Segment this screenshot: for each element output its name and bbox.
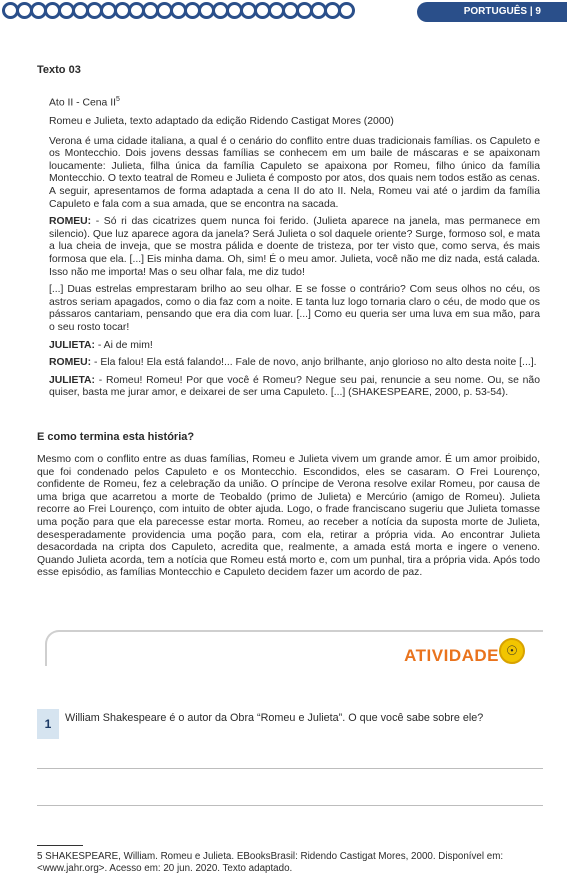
activity-banner bbox=[37, 626, 543, 674]
julieta-speech-2: JULIETA: - Romeu! Romeu! Por que você é Romeu? Negue seu pai, renuncie a seu nome. Ou, se não quiser, basta me jurar amor, e deixarei de ser uma Capuleto. [...] (SHAKESPEARE, 2000, p. 53-54). bbox=[49, 374, 540, 399]
answer-line[interactable] bbox=[37, 768, 543, 769]
romeu-speech-2: ROMEU: - Ela falou! Ela está falando!... Fale de novo, anjo brilhante, anjo glorioso no alto desta noite [...]. bbox=[49, 357, 537, 369]
act-heading: Ato II - Cena $II^5$ bbox=[49, 96, 120, 109]
question-1 bbox=[37, 709, 543, 739]
lightbulb-icon: ☉ bbox=[499, 638, 525, 664]
question-number-badge: 1 bbox=[37, 709, 59, 739]
romeu-speech-1-continued: [...] Duas estrelas emprestaram brilho ao seu olhar. E se fosse o contrário? Com seus olhos no céu, os astros seriam apagados, como o dia faz com a noite. E tanta luz logo tornaria claro o céu, de modo que os pássaros cantariam, pensando que era dia com luar. [...] Como eu queria ser uma luva em sua mão, para o seu rosto tocar! bbox=[49, 284, 540, 333]
play-excerpt bbox=[49, 94, 540, 400]
romeu-speech-1: ROMEU: - Só ri das cicatrizes quem nunca foi ferido. (Julieta aparece na janela, mas permanece em silencio). Que luz aparece agora da janela? Será Julieta o sol daquele oriente? Surge, formoso sol, e mata a lua cheia de inveja, que se mostra pálida e doente de tristeza, por ter visto que, como serva, és mais formosa que ela. [...] Eis minha dama. Oh, sim! É o meu amor. Julieta, você não me diz nada, está calada. Isso não me importa! Mas o seu olhar fala, me diz tudo! bbox=[49, 216, 540, 278]
page-header bbox=[0, 0, 567, 26]
footnote-ref: 5 bbox=[116, 96, 120, 103]
subject-page-tab: PORTUGUÊS | 9 bbox=[417, 2, 567, 22]
story-paragraph: Mesmo com o conflito entre as duas famílias, Romeu e Julieta vivem um grande amor. É um amor proibido, que foi condenado pelos Capuleto e os Montecchio. Escondidos, eles se casaram. O Frei Lourenço, confidente de Romeu, fez a celebração da união. O príncipe de Verona resolve exilar Romeu, por causa de uma briga que acarretou a morte de Teobaldo (primo de Julieta) e Mercúrio (amigo de Romeu). Julieta recorre ao Frei Lourenço, com intuito de obter ajuda. Logo, o frade franciscano sugeriu que Julieta tomasse uma poção para que ela parecesse estar morta. Romeu, ao receber a notícia da suposta morte de Julieta, desesperadamente providencia uma poção para, com ela, retirar a própria vida. Ao encontrar Julieta desacordada na cripta dos Capuleto, acredita que, realmente, a amada está morta e ingere o veneno. Quando Julieta acorda, tem a notícia que Romeu está morto e, com um punhal, tira a própria vida. Após todo esse episódio, as famílias Montecchio e Capuleto decidem fazer um acordo de paz. bbox=[37, 454, 540, 579]
spiral-binding bbox=[2, 2, 352, 22]
edition-source: Romeu e Julieta, texto adaptado da edição Ridendo Castigat Mores (2000) bbox=[49, 116, 394, 128]
section-title: E como termina esta história? bbox=[37, 431, 195, 443]
footnote-divider bbox=[37, 845, 83, 846]
intro-paragraph: Verona é uma cidade italiana, a qual é o cenário do conflito entre duas tradicionais famílias. os Capuleto e os Montecchio. Dois jovens dessas famílias se conhecem em um baile de máscaras e se apaixonam loucamente: Julieta, filha única da família Capuleto se apaixona por Romeu, filho único da família Montecchio. O texto teatral de Romeu e Julieta é composto por atos, dos quais nem todos estão as cenas. A seguir, apresentamos de forma adaptada a cena II do ato II. Nela, Romeu vai até o jardim da família Capuleto e fala com a sua amada, que se encontra na sacada. bbox=[49, 135, 540, 210]
answer-line[interactable] bbox=[37, 805, 543, 806]
footnote: 5 SHAKESPEARE, William. Romeu e Julieta. EBooksBrasil: Ridendo Castigat Mores, 2000. Disponível em: <www.jahr.org>. Acesso em: 20 jun. 2020. Texto adaptado. bbox=[37, 851, 504, 874]
julieta-speech-1: JULIETA: - Ai de mim! bbox=[49, 339, 153, 351]
question-text: William Shakespeare é o autor da Obra “Romeu e Julieta”. O que você sabe sobre ele? bbox=[65, 712, 484, 724]
text-title: Texto 03 bbox=[37, 64, 81, 76]
activity-title: ATIVIDADE bbox=[404, 646, 499, 665]
